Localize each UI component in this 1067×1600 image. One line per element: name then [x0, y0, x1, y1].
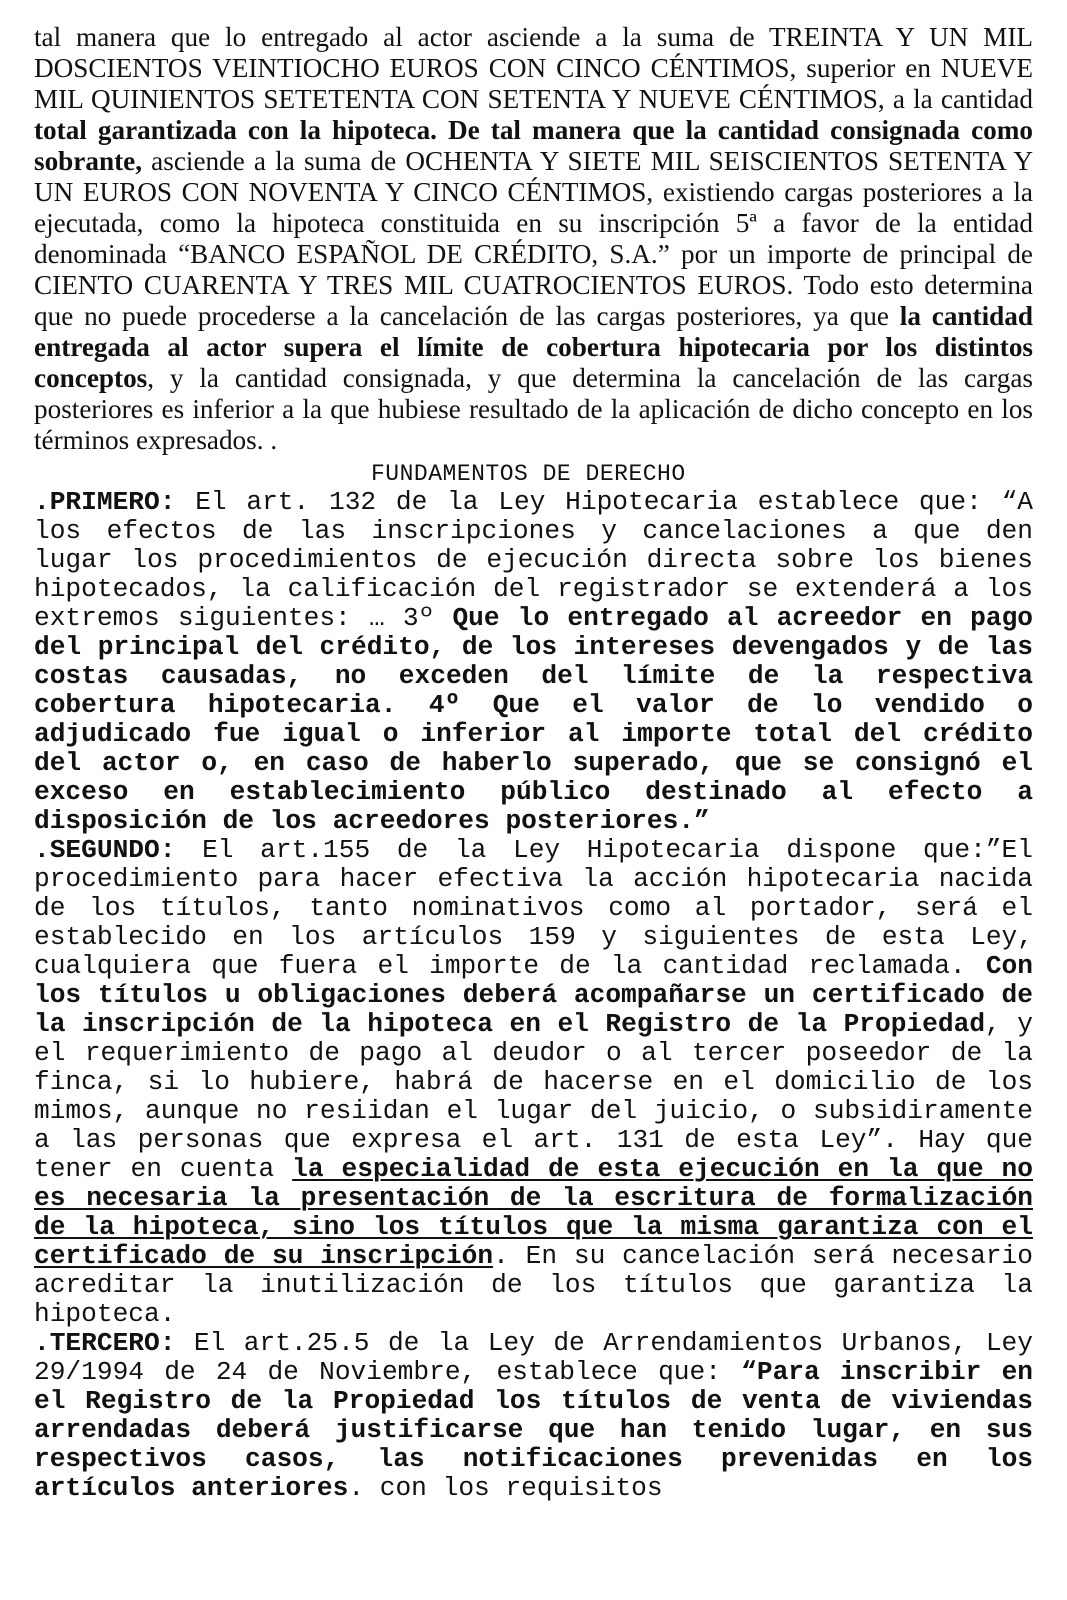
segundo-underlined-1: la especialidad de esta ejecución en la que no es necesaria la presentación de la escritura de formalización de la hipoteca, sino los títulos que la misma garantiza con el certificado de su inscripción: [34, 1154, 1033, 1271]
segundo-text-2: , y el requerimiento de pago al deudor o al tercer poseedor de la finca, si lo hubiere, habrá de hacerse en el domicilio de los mimos, aunque no resiidan el lugar del juicio, o subsidiramente a las personas que expresa el art. 131 de esta Ley”. Hay que tener en cuenta: [34, 1009, 1033, 1184]
intro-paragraph: [34, 22, 1033, 456]
intro-bold-2: la cantidad entregada al actor supera el límite de cobertura hipotecaria por los distintos conceptos: [34, 301, 1033, 393]
tercero-paragraph: [34, 1329, 1033, 1503]
tercero-bold-1: “Para inscribir en el Registro de la Propiedad los títulos de venta de viviendas arrendadas deberá justificarse que han tenido lugar, en sus respectivos casos, las notificaciones prevenidas en los artículos anteriores: [34, 1357, 1033, 1503]
intro-bold-1: total garantizada con la hipoteca. De tal manera que la cantidad consignada como sobrante,: [34, 115, 1033, 176]
tercero-label: .TERCERO:: [34, 1328, 176, 1358]
segundo-bold-1: Con los títulos u obligaciones deberá acompañarse un certificado de la inscripción de la hipoteca en el Registro de la Propiedad: [34, 951, 1033, 1039]
segundo-paragraph: [34, 836, 1033, 1329]
intro-text-3: , y la cantidad consignada, y que determina la cancelación de las cargas posteriores es inferior a la que hubiese resultado de la aplicación de dicho concepto en los términos expresados. .: [34, 363, 1033, 455]
segundo-text-1: El art.155 de la Ley Hipotecaria dispone que:”El procedimiento para hacer efectiva la acción hipotecaria nacida de los títulos, tanto nominativos como al portador, será el establecido en los artículos 159 y siguientes de esta Ley, cualquiera que fuera el importe de la cantidad reclamada.: [34, 835, 1033, 981]
segundo-label: .SEGUNDO:: [34, 835, 176, 865]
intro-text-1: tal manera que lo entregado al actor asciende a la suma de TREINTA Y UN MIL DOSCIENTOS VEINTIOCHO EUROS CON CINCO CÉNTIMOS, superior en NUEVE MIL QUINIENTOS SETETENTA CON SETENTA Y NUEVE CÉNTIMOS, a la cantidad: [34, 22, 1033, 114]
tercero-text-2: . con los requisitos: [348, 1473, 663, 1503]
primero-text-1: El art. 132 de la Ley Hipotecaria establece que: “A los efectos de las inscripciones y cancelaciones a que den lugar los procedimientos de ejecución directa sobre los bienes hipotecados, la calificación del registrador se extenderá a los extremos siguientes: … 3º: [34, 487, 1033, 633]
section-heading: FUNDAMENTOS DE DERECHO: [371, 461, 686, 487]
primero-paragraph: [34, 488, 1033, 836]
segundo-text-3: . En su cancelación será necesario acreditar la inutilización de los títulos que garantiza la hipoteca.: [34, 1241, 1033, 1329]
primero-label: .PRIMERO:: [34, 487, 176, 517]
primero-bold-1: Que lo entregado al acreedor en pago del principal del crédito, de los intereses devengados y de las costas causadas, no exceden del límite de la respectiva cobertura hipotecaria. 4º Que el valor de lo vendido o adjudicado fue igual o inferior al importe total del crédito del actor o, en caso de haberlo superado, que se consignó el exceso en establecimiento público destinado al efecto a disposición de los acreedores posteriores.”: [34, 603, 1034, 836]
tercero-text-1: El art.25.5 de la Ley de Arrendamientos Urbanos, Ley 29/1994 de 24 de Noviembre, establece que:: [34, 1328, 1033, 1387]
intro-text-2: asciende a la suma de OCHENTA Y SIETE MIL SEISCIENTOS SETENTA Y UN EUROS CON NOVENTA Y CINCO CÉNTIMOS, existiendo cargas posteriores a la ejecutada, como la hipoteca constituida en su inscripción 5ª a favor de la entidad denominada “BANCO ESPAÑOL DE CRÉDITO, S.A.” por un importe de principal de CIENTO CUARENTA Y TRES MIL CUATROCIENTOS EUROS. Todo esto determina que no puede procederse a la cancelación de las cargas posteriores, ya que: [34, 146, 1033, 331]
